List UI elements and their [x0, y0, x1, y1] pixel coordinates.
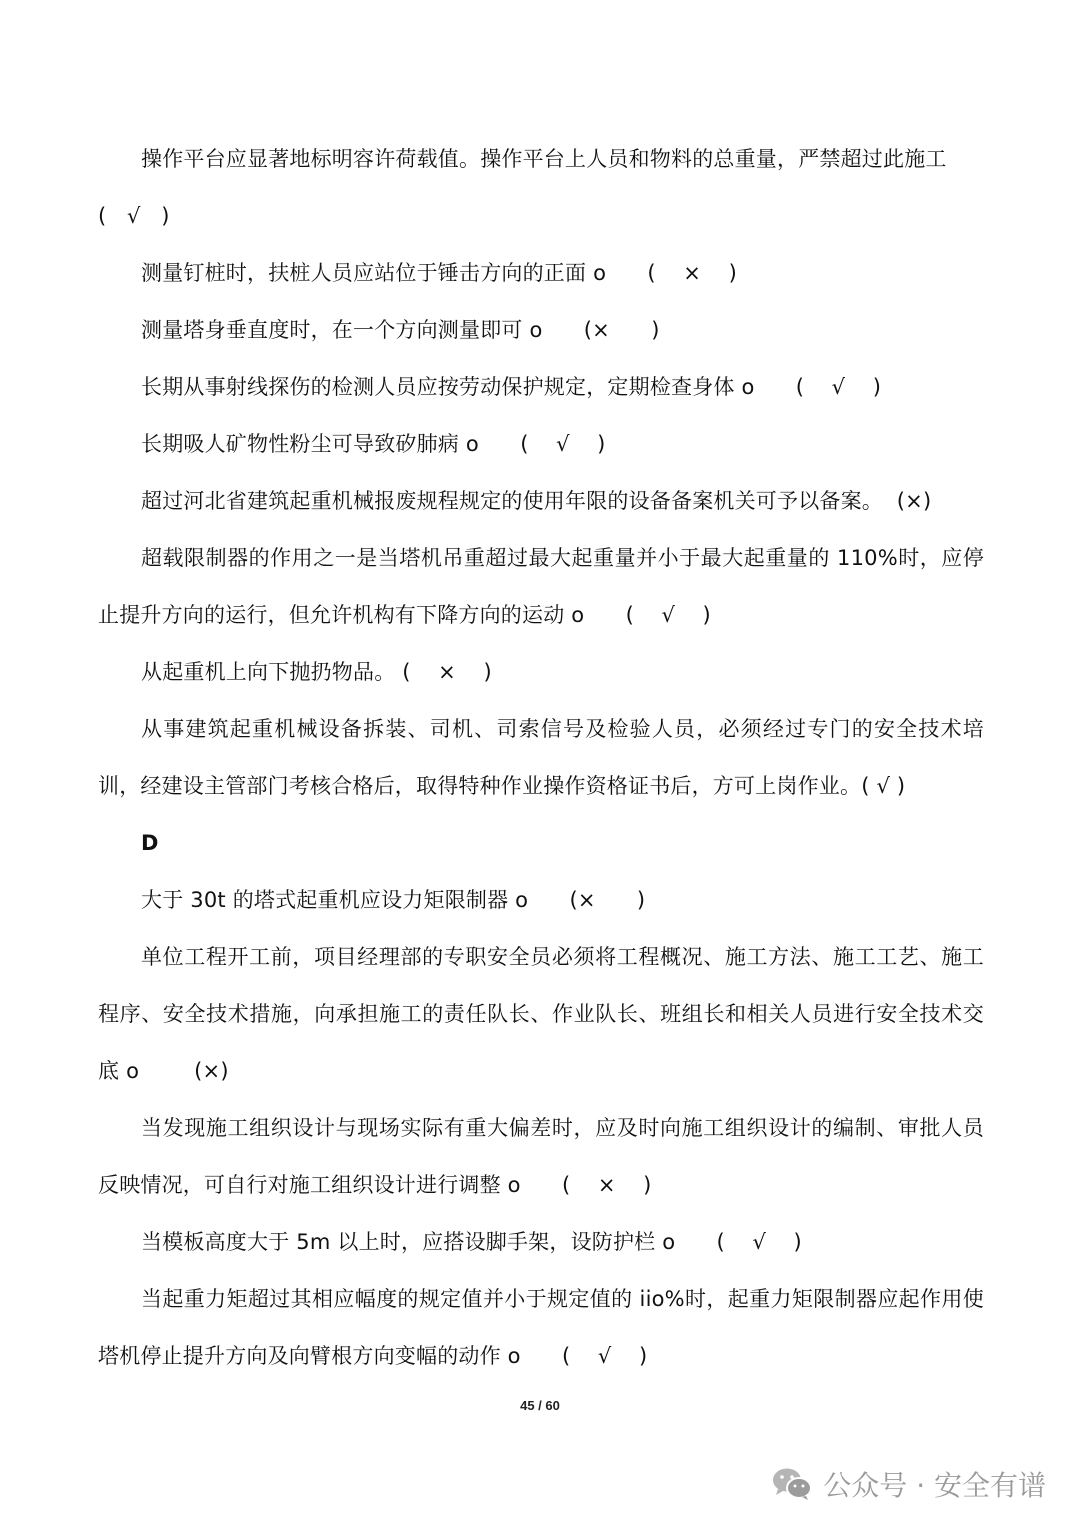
question-text: 当起重力矩超过其相应幅度的规定值并小于规定值的 iio%时，起重力矩限制器应起作用使塔机停止提升方向及向臂根方向变幅的动作 o: [98, 1287, 984, 1368]
question-answer: ( × ): [606, 261, 737, 285]
watermark-text: 公众号 · 安全有谱: [823, 1469, 1046, 1502]
question-item: [98, 359, 984, 416]
question-item: [98, 473, 984, 530]
question-answer: (×): [883, 489, 932, 513]
question-text: 长期吸人矿物性粉尘可导致矽肺病 o: [141, 432, 479, 456]
page-number: 45 / 60: [520, 1398, 560, 1413]
question-item: [98, 530, 984, 644]
question-answer: ( √ ): [520, 1344, 648, 1368]
question-text: 当模板高度大于 5m 以上时，应搭设脚手架，设防护栏 o: [141, 1230, 676, 1254]
question-item: [98, 644, 984, 701]
question-answer: ( √ ): [675, 1230, 802, 1254]
question-item: [98, 1214, 984, 1271]
question-item: [98, 929, 984, 1100]
question-item: [98, 302, 984, 359]
question-item: [98, 245, 984, 302]
question-answer: (× ): [528, 888, 646, 912]
section-heading: D: [141, 831, 159, 855]
wechat-icon: [771, 1466, 813, 1502]
question-answer: ( √ ): [584, 603, 711, 627]
question-answer: ( √ ): [478, 432, 606, 456]
question-item: [98, 872, 984, 929]
question-text: 大于 30t 的塔式起重机应设力矩限制器 o: [141, 888, 529, 912]
document-body: [98, 131, 984, 1385]
question-item: [98, 416, 984, 473]
question-answer: ( √ ): [754, 375, 882, 399]
question-text: 长期从事射线探伤的检测人员应按劳动保护规定，定期检查身体 o: [141, 375, 755, 399]
question-text: 测量塔身垂直度时，在一个方向测量即可 o: [141, 318, 543, 342]
question-text: 超过河北省建筑起重机械报废规程规定的使用年限的设备备案机关可予以备案。: [141, 489, 883, 513]
question-item: [98, 131, 984, 245]
question-item: [98, 1271, 984, 1385]
question-text: 操作平台应显著地标明容许荷载值。操作平台上人员和物料的总重量，严禁超过此施工: [141, 147, 947, 171]
question-text: 测量钉桩时，扶桩人员应站位于锤击方向的正面 o: [141, 261, 607, 285]
question-answer: (×): [139, 1059, 229, 1083]
watermark: [771, 1460, 1046, 1508]
question-text: 从事建筑起重机械设备拆装、司机、司索信号及检验人员，必须经过专门的安全技术培训，经建设主管部门考核合格后，取得特种作业操作资格证书后，方可上岗作业。: [98, 717, 984, 798]
question-answer: (× ): [542, 318, 660, 342]
question-item: [98, 1100, 984, 1214]
question-item: [98, 701, 984, 815]
question-text: 当发现施工组织设计与现场实际有重大偏差时，应及时向施工组织设计的编制、审批人员反映情况，可自行对施工组织设计进行调整 o: [98, 1116, 984, 1197]
question-text: 超载限制器的作用之一是当塔机吊重超过最大起重量并小于最大起重量的 110%时，应停止提升方向的运行，但允许机构有下降方向的运动 o: [98, 546, 984, 627]
question-text: 单位工程开工前，项目经理部的专职安全员必须将工程概况、施工方法、施工工艺、施工程序、安全技术措施，向承担施工的责任队长、作业队长、班组长和相关人员进行安全技术交底 o: [98, 945, 984, 1083]
question-answer: ( √ ): [98, 204, 170, 228]
question-answer: ( √ ): [861, 774, 906, 798]
question-answer: ( × ): [395, 660, 492, 684]
question-answer: ( × ): [520, 1173, 652, 1197]
question-text: 从起重机上向下抛扔物品。: [141, 660, 396, 684]
